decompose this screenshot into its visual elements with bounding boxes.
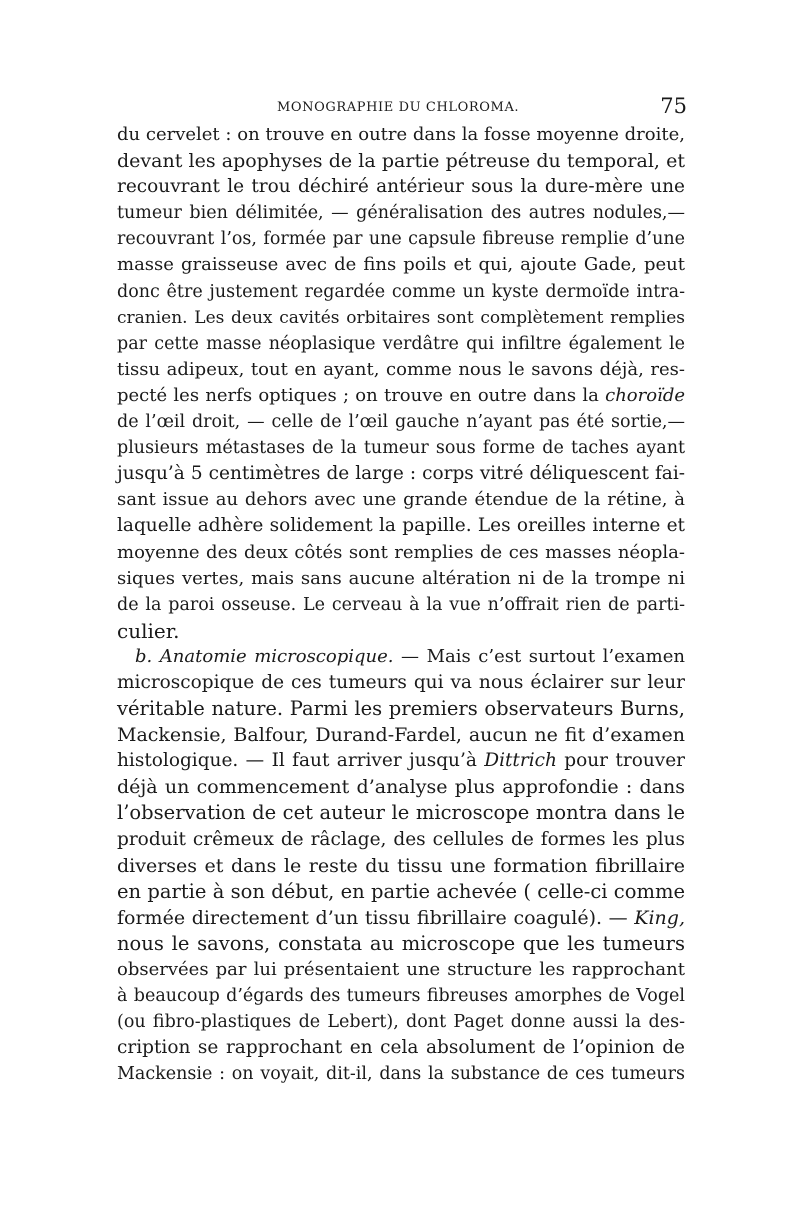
text-line: de l’œil droit, — celle de l’œil gauche n’ayant pas été sortie,— bbox=[117, 412, 685, 433]
body-text bbox=[117, 122, 685, 1087]
text-line: tissu adipeux, tout en ayant, comme nous le savons déjà, res- bbox=[117, 358, 685, 380]
text-line: véritable nature. Parmi les premiers observateurs Burns, bbox=[117, 697, 685, 721]
text-line: recouvrant l’os, formée par une capsule fibreuse remplie d’une bbox=[117, 229, 685, 250]
line-text: histologique. — Il faut arriver jusqu’à bbox=[117, 750, 485, 772]
running-title: MONOGRAPHIE DU CHLOROMA. bbox=[277, 100, 520, 115]
text-line: Mackensie : on voyait, dit-il, dans la substance de ces tumeurs bbox=[117, 1064, 685, 1085]
text-line: déjà un commencement d’analyse plus approfondie : dans bbox=[117, 776, 685, 799]
text-line: (ou fibro-plastiques de Lebert), dont Paget donne aussi la des- bbox=[117, 1012, 685, 1033]
line-text: formée directement d’un tissu fibrillaire coagulé). — bbox=[117, 906, 635, 929]
running-head bbox=[117, 94, 687, 122]
text-line: diverses et dans le reste du tissu une formation fibrillaire bbox=[117, 854, 685, 877]
text-line: du cervelet : on trouve en outre dans la fosse moyenne droite, bbox=[117, 124, 685, 145]
text-line: l’observation de cet auteur le microscope montra dans le bbox=[117, 801, 685, 825]
line-text: — Mais c’est surtout l’examen bbox=[393, 645, 685, 667]
text-line bbox=[117, 905, 685, 931]
text-line: moyenne des deux côtés sont remplies de ces masses néopla- bbox=[117, 541, 685, 563]
text-line: masse graisseuse avec de fins poils et qui, ajoute Gade, peut bbox=[117, 254, 685, 276]
line-text: pour trouver bbox=[556, 750, 685, 772]
italic-name-dittrich: Dittrich bbox=[484, 750, 557, 772]
text-line: plusieurs métastases de la tumeur sous forme de taches ayant bbox=[117, 438, 685, 459]
text-line: de la paroi osseuse. Le cerveau à la vue n’offrait rien de parti- bbox=[117, 594, 685, 615]
page-number: 75 bbox=[660, 94, 687, 118]
text-line bbox=[117, 748, 685, 774]
italic-name-king: King, bbox=[634, 906, 685, 929]
text-line: recouvrant le trou déchiré antérieur sous la dure-mère une bbox=[117, 176, 685, 198]
text-line: culier. bbox=[117, 618, 180, 643]
text-line: tumeur bien délimitée, — généralisation des autres nodules,— bbox=[117, 203, 685, 224]
italic-term-choroide: choroïde bbox=[605, 384, 685, 406]
line-text: pecté les nerfs optiques ; on trouve en outre dans la bbox=[117, 384, 606, 406]
text-line: en partie à son début, en partie achevée ( celle-ci comme bbox=[117, 879, 685, 903]
section-heading: b. Anatomie microscopique. bbox=[135, 645, 394, 667]
text-line: à beaucoup d’égards des tumeurs fibreuses amorphes de Vogel bbox=[117, 986, 685, 1007]
text-line: observées par lui présentaient une structure les rapprochant bbox=[117, 959, 685, 980]
text-line: jusqu’à 5 centimètres de large : corps vitré déliquescent fai- bbox=[117, 463, 685, 485]
text-line: donc être justement regardée comme un kyste dermoïde intra- bbox=[117, 281, 685, 302]
text-line: par cette masse néoplasique verdâtre qui infiltre également le bbox=[117, 333, 685, 354]
text-line: cranien. Les deux cavités orbitaires sont complètement remplies bbox=[117, 307, 685, 328]
text-line bbox=[117, 383, 685, 409]
text-line: microscopique de ces tumeurs qui va nous éclairer sur leur bbox=[117, 671, 685, 693]
text-line: produit crêmeux de râclage, des cellules de formes les plus bbox=[117, 828, 685, 850]
text-line: Mackensie, Balfour, Durand-Fardel, aucun ne fit d’examen bbox=[117, 724, 685, 747]
text-line: sant issue au dehors avec une grande étendue de la rétine, à bbox=[117, 489, 685, 511]
section-heading-line bbox=[117, 644, 685, 670]
text-line: nous le savons, constata au microscope que les tumeurs bbox=[117, 931, 685, 955]
text-line: devant les apophyses de la partie pétreuse du temporal, et bbox=[117, 150, 685, 173]
text-line: cription se rapprochant en cela absolument de l’opinion de bbox=[117, 1037, 685, 1059]
text-line: siques vertes, mais sans aucune altération ni de la trompe ni bbox=[117, 567, 685, 589]
text-line: laquelle adhère solidement la papille. Les oreilles interne et bbox=[117, 515, 685, 537]
